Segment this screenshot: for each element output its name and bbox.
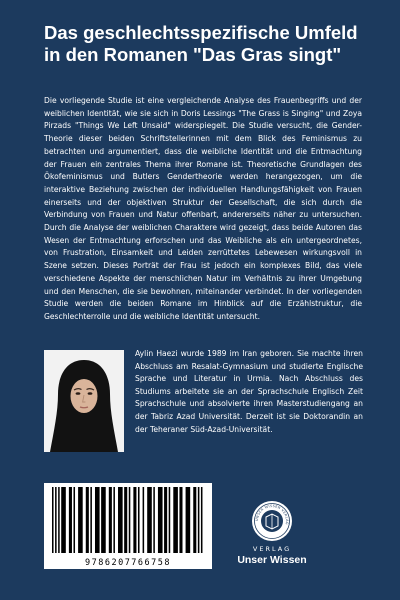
publisher-tagline: VERLAG	[252, 545, 292, 553]
barcode-bar	[198, 487, 200, 553]
isbn-number: 9786207766758	[84, 558, 172, 568]
barcode-bar	[78, 487, 83, 553]
barcode-bar	[95, 487, 100, 553]
publisher-seal-icon	[251, 500, 293, 542]
barcode	[44, 483, 212, 569]
author-bio: Aylin Haezi wurde 1989 im Iran geboren. Sie machte ihren Abschluss am Resalat-Gymnasium und studierte Englische Sprache und Literatur in Urmia. Nach Abschluss des Studiums arbeitete sie an der Sprachschule Englisch Zeit Sprachschule und absolvierte ihren Masterstudiengang an der Tabriz Azad Universität. Derzeit ist sie Doktorandin an der Teheraner Süd-Azad-Universität.	[135, 349, 363, 434]
barcode-bar	[101, 487, 106, 553]
barcode-bar	[164, 487, 167, 553]
publisher-block	[222, 500, 322, 566]
barcode-bar	[158, 487, 163, 553]
barcode-bar	[129, 487, 131, 553]
author-photo	[44, 350, 124, 452]
barcode-bar	[173, 487, 178, 553]
barcode-bar	[153, 487, 155, 553]
barcode-bar	[169, 487, 171, 553]
barcode-bars	[50, 487, 206, 553]
barcode-bar	[73, 487, 75, 553]
barcode-bar	[109, 487, 112, 553]
barcode-bar	[147, 487, 152, 553]
book-title: Das geschlechtsspezifische Umfeld in den Romanen "Das Gras singt"	[44, 22, 358, 65]
barcode-bar	[86, 487, 89, 553]
barcode-bar	[113, 487, 115, 553]
barcode-bar	[55, 487, 57, 553]
barcode-bar	[52, 487, 54, 553]
barcode-bar	[58, 487, 60, 553]
barcode-bar	[138, 487, 140, 553]
barcode-bar	[124, 487, 127, 553]
barcode-bar	[186, 487, 191, 553]
barcode-bar	[133, 487, 136, 553]
barcode-bar	[193, 487, 196, 553]
barcode-bar	[61, 487, 66, 553]
barcode-bar	[118, 487, 123, 553]
seal-text: UNSER WISSEN VERLAG	[254, 503, 290, 526]
barcode-bar	[179, 487, 182, 553]
barcode-bar	[69, 487, 72, 553]
barcode-bar	[201, 487, 203, 553]
barcode-bar	[143, 487, 145, 553]
barcode-bar	[90, 487, 92, 553]
book-description: Die vorliegende Studie ist eine vergleichende Analyse des Frauenbegriffs und der weiblichen Identität, wie sie sich in Doris Lessings "The Grass is Singing" und Zoya Pirzads "Things We Left Unsaid" widerspiegelt. Die Studie versucht, die Gender-Theorie dieser beiden Schriftstellerinnen mit dem Blick des Feminismus zu betrachten und argumentiert, dass die weibliche Identität und die Entmachtung der Frauen ein zentrales Thema ihrer Romane ist. Theoretische Grundlagen des Ökofeminismus und Butlers Gendertheorie werden herangezogen, um die interaktive Beziehung zwischen der individuellen Handlungsfähigkeit von Frauen einerseits und der objektiven Struktur der Gesellschaft, die sich durch die Verbindung von Frauen und Natur offenbart, andererseits näher zu untersuchen. Durch die Analyse der weiblichen Charaktere wird gezeigt, dass beide Autoren das Wesen der Entmachtung erforschen und das Weibliche als ein untergeordnetes, von Frustration, Einsamkeit und Leiden zerrüttetes Lebewesen wirkungsvoll in Szene setzen. Dieses Porträt der Frau ist jedoch ein komplexes Bild, das viele verschiedene Aspekte der menschlichen Natur im Verhältnis zu ihrer Umgebung und den Menschen, die sie bewohnen, miteinander verbindet. In der vorliegenden Studie werden die beiden Romane im Hinblick auf die Erzählstruktur, die Geschlechterrolle und die weibliche Identität untersucht.	[44, 96, 362, 321]
publisher-name: Unser Wissen	[237, 554, 307, 566]
